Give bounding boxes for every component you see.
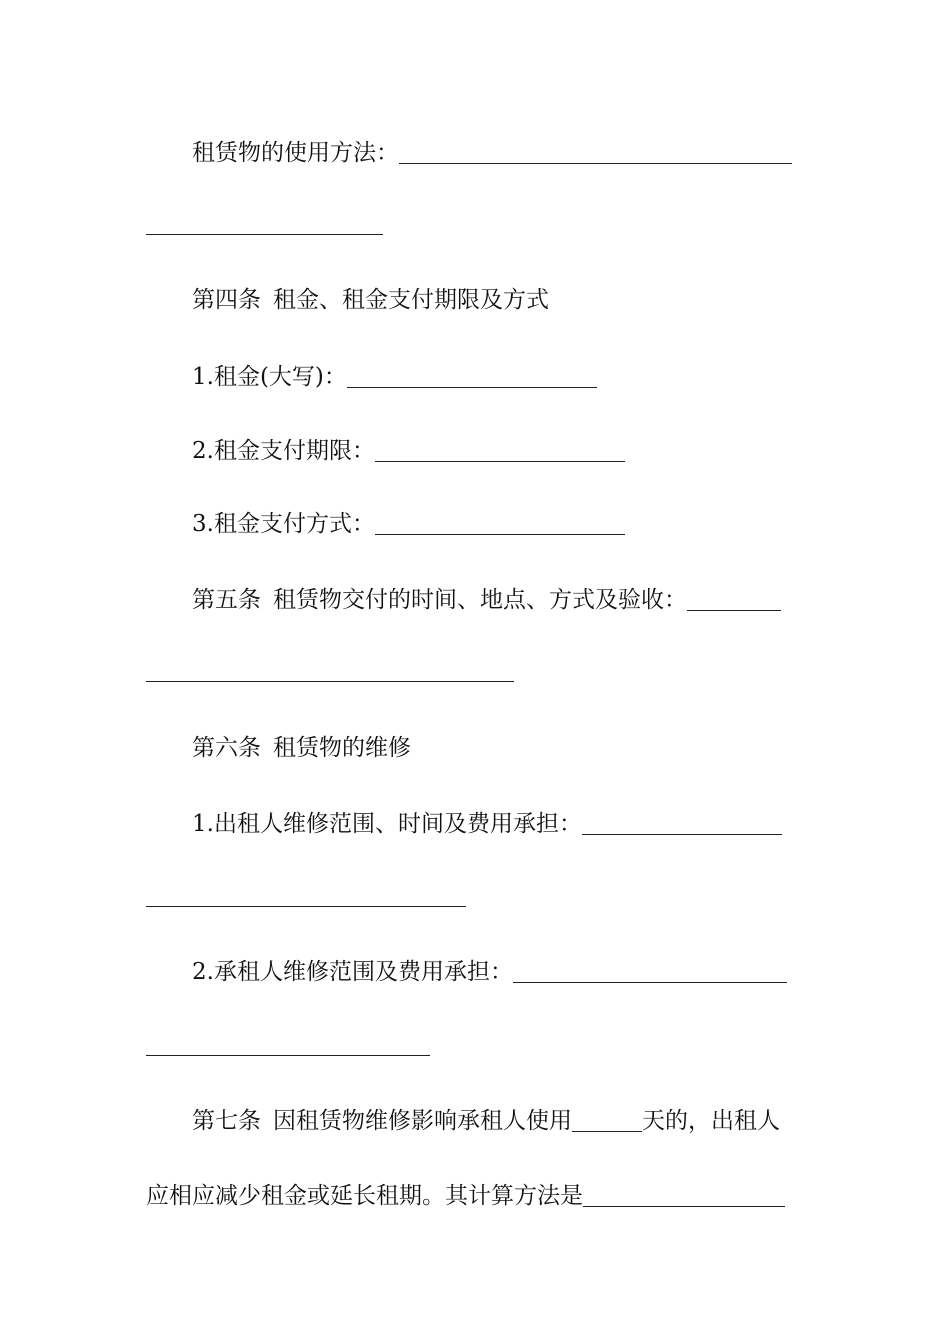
rent-period-label: 2.租金支付期限： (192, 438, 375, 464)
article7-number: 第七条 (192, 1108, 261, 1134)
lessor-repair-blank-continued[interactable] (146, 906, 466, 907)
lessee-repair-blank[interactable] (513, 982, 787, 983)
article4-number: 第四条 (192, 287, 261, 313)
usage-method-blank[interactable] (399, 163, 792, 164)
article5-blank-continued[interactable] (146, 681, 514, 682)
article6-title: 租赁物的维修 (273, 735, 411, 761)
article6-number: 第六条 (192, 735, 261, 761)
article7-line-2 (146, 1181, 785, 1211)
lessee-repair-blank-continued[interactable] (146, 1055, 430, 1056)
article5-blank[interactable] (687, 610, 781, 611)
calculation-method-blank[interactable] (583, 1206, 785, 1207)
rent-method-blank[interactable] (375, 534, 625, 535)
rent-period-line (192, 436, 625, 466)
rent-method-label: 3.租金支付方式： (192, 511, 375, 537)
article7-text-c: 应相应减少租金或延长租期。其计算方法是 (146, 1183, 583, 1209)
rent-amount-blank[interactable] (347, 387, 597, 388)
rent-method-line (192, 509, 625, 539)
article7-line-1 (192, 1106, 780, 1136)
repair-days-blank[interactable] (572, 1131, 642, 1132)
usage-method-label: 租赁物的使用方法： (192, 140, 399, 166)
usage-method-blank-continued[interactable] (146, 234, 383, 235)
lessor-repair-label: 1.出租人维修范围、时间及费用承担： (192, 811, 582, 837)
article4-title: 租金、租金支付期限及方式 (273, 287, 549, 313)
lessor-repair-blank[interactable] (582, 834, 782, 835)
article5-text: 租赁物交付的时间、地点、方式及验收： (273, 587, 687, 613)
usage-method-line (192, 138, 792, 168)
article5-number: 第五条 (192, 587, 261, 613)
article7-text-a: 因租赁物维修影响承租人使用 (273, 1108, 572, 1134)
article4-heading-line (192, 285, 549, 315)
rent-amount-line (192, 362, 597, 392)
rent-amount-label: 1.租金(大写)： (192, 364, 347, 390)
lessee-repair-label: 2.承租人维修范围及费用承担： (192, 959, 513, 985)
rent-period-blank[interactable] (375, 461, 625, 462)
article5-line (192, 585, 781, 615)
lessor-repair-line (192, 809, 782, 839)
lessee-repair-line (192, 957, 787, 987)
article6-heading-line (192, 733, 411, 763)
article7-text-b: 天的，出租人 (642, 1108, 780, 1134)
